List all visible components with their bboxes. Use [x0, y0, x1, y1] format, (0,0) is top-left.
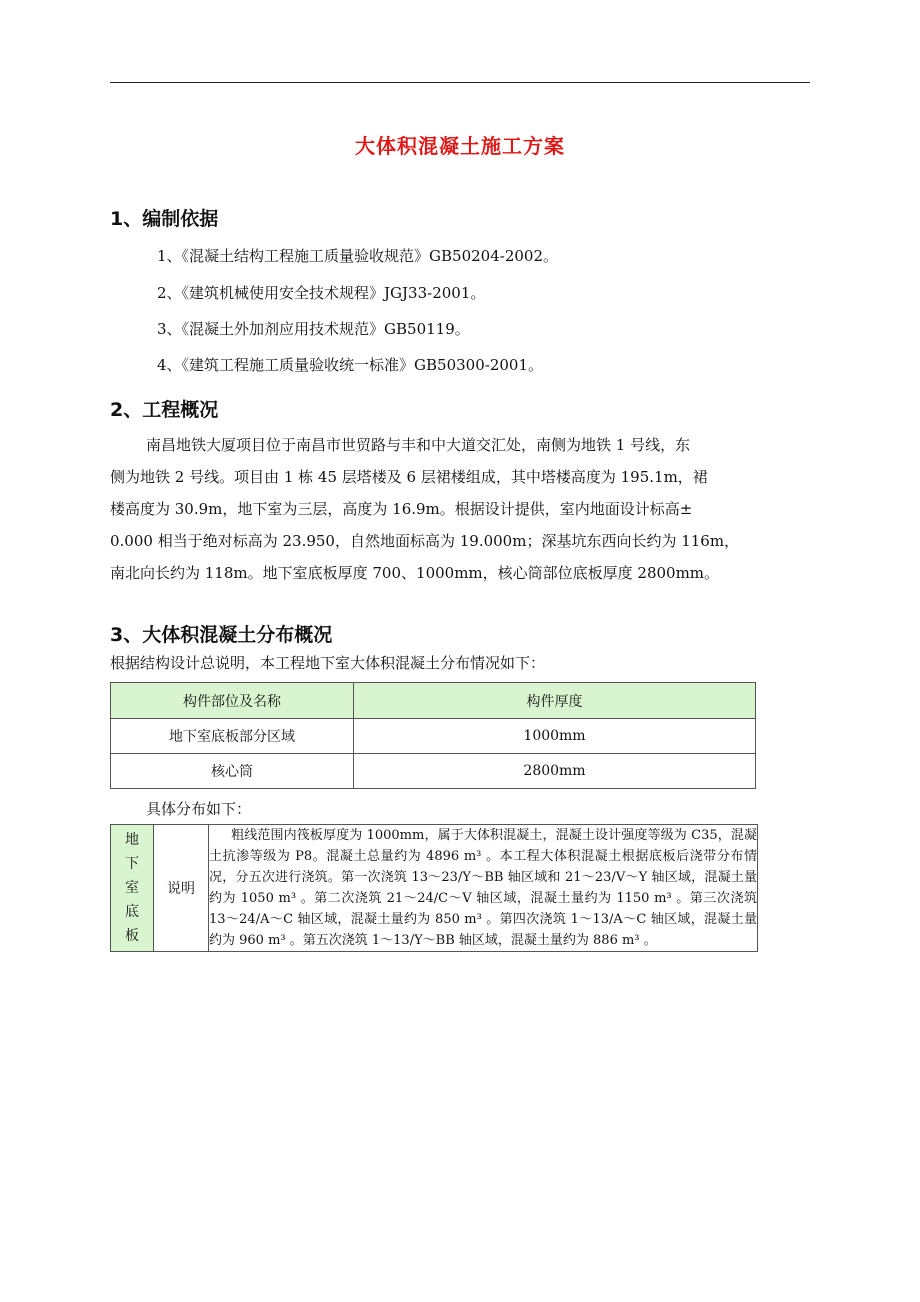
- reference-item: 4、《建筑工程施工质量验收统一标准》GB50300-2001。: [157, 356, 544, 374]
- reference-item: 3、《混凝土外加剂应用技术规范》GB50119。: [157, 320, 470, 338]
- section-heading-distribution: 3、大体积混凝土分布概况: [110, 624, 333, 646]
- column-header: 构件部位及名称: [111, 683, 354, 719]
- label-cell: 说明: [154, 825, 209, 952]
- part-char: 底: [125, 904, 139, 920]
- table-cell: 2800mm: [354, 754, 756, 789]
- description-text: 粗线范围内筏板厚度为 1000mm，属于大体积混凝土，混凝土设计强度等级为 C35，混凝土抗渗等级为 P8。混凝土总量约为 4896 m³ 。本工程大体积混凝土根据底板后浇带分布情况，分五次进行浇筑。第一次浇筑 13～23/Y～BB 轴区域和 21～23/V～Y 轴区域，混凝土量约为 1050 m³ 。第二次浇筑 21～24/C～V 轴区域，混凝土量约为 1150 m³ 。第三次浇筑 13～24/A～C 轴区域，混凝土量约为 850 m³ 。第四次浇筑 1～13/A～C 轴区域，混凝土量约为 960 m³ 。第五次浇筑 1～13/Y～BB 轴区域，混凝土量约为 886 m³ 。: [209, 828, 757, 948]
- header-rule: [110, 82, 810, 83]
- detail-table: [110, 824, 758, 952]
- section-heading-basis: 1、编制依据: [110, 208, 219, 230]
- part-char: 地: [125, 832, 139, 848]
- overview-line: 南昌地铁大厦项目位于南昌市世贸路与丰和中大道交汇处，南侧为地铁 1 号线，东: [146, 436, 691, 454]
- table-row: [111, 719, 756, 754]
- column-header: 构件厚度: [354, 683, 756, 719]
- distribution-intro: 根据结构设计总说明，本工程地下室大体积混凝土分布情况如下：: [110, 654, 546, 672]
- part-char: 板: [125, 928, 139, 944]
- overview-line: 南北向长约为 118m。地下室底板厚度 700、1000mm，核心筒部位底板厚度 2800mm。: [110, 564, 720, 582]
- table-cell: 1000mm: [354, 719, 756, 754]
- table-row: [111, 825, 758, 952]
- part-name-cell: [111, 825, 154, 952]
- overview-line: 楼高度为 30.9m，地下室为三层，高度为 16.9m。根据设计提供，室内地面设计标高±: [110, 500, 693, 518]
- description-cell: [209, 825, 758, 952]
- section-heading-overview: 2、工程概况: [110, 399, 219, 421]
- page-title: 大体积混凝土施工方案: [355, 134, 565, 158]
- thickness-table: [110, 682, 756, 789]
- table-cell: 地下室底板部分区域: [111, 719, 354, 754]
- table-header-row: [111, 683, 756, 719]
- reference-item: 1、《混凝土结构工程施工质量验收规范》GB50204-2002。: [157, 247, 559, 265]
- table-cell: 核心筒: [111, 754, 354, 789]
- table-row: [111, 754, 756, 789]
- part-char: 下: [125, 856, 139, 872]
- reference-item: 2、《建筑机械使用安全技术规程》JGJ33-2001。: [157, 284, 486, 302]
- part-char: 室: [125, 880, 139, 896]
- overview-line: 0.000 相当于绝对标高为 23.950，自然地面标高为 19.000m；深基坑东西向长约为 116m，: [110, 532, 740, 550]
- overview-paragraph: [110, 429, 810, 589]
- overview-line: 侧为地铁 2 号线。项目由 1 栋 45 层塔楼及 6 层裙楼组成，其中塔楼高度为 195.1m，裙: [110, 468, 708, 486]
- detail-label: 具体分布如下：: [146, 800, 252, 818]
